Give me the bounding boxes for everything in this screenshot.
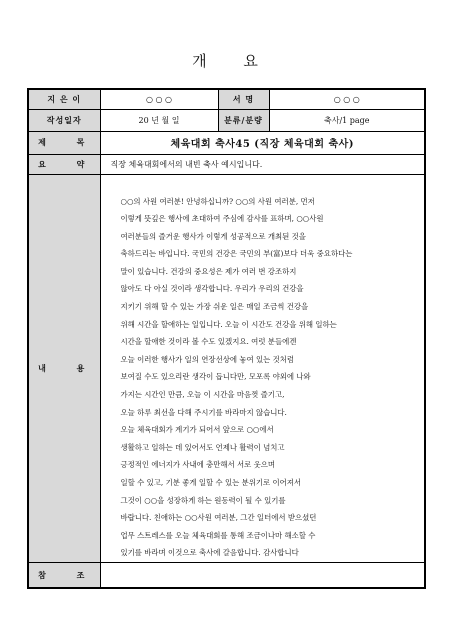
content-line: 말이 있습니다. 건강의 중요성은 제가 여러 번 강조하지	[120, 266, 297, 276]
content-line: 생활하고 일하는 데 있어서도 언제나 활력이 넘치고	[120, 442, 285, 452]
content-line: 업무 스트레스를 오늘 체육대회를 통해 조금이나마 해소할 수	[120, 530, 316, 540]
date-value: 20 년 월 일	[100, 109, 218, 131]
content-line: 여러분들의 즐거운 행사가 이렇게 성공적으로 개최된 것을	[120, 231, 306, 241]
summary-form-table	[27, 88, 426, 589]
content-line: 시간을 할애한 것이라 볼 수도 있겠지요. 여럿 분들에겐	[120, 337, 297, 347]
content-line: 위해 시간을 할애하는 일입니다. 오늘 이 시간도 건강을 위해 일하는	[120, 319, 337, 329]
author-value: ○ ○ ○	[100, 89, 218, 109]
page-title: 개 요	[192, 52, 258, 70]
date-label: 작성일자	[28, 109, 100, 131]
content-line: 긍정적인 에너지가 사내에 충만해서 서로 웃으며	[120, 460, 276, 470]
summary-label: 요 약	[28, 154, 100, 174]
signature-value: ○ ○ ○	[269, 89, 425, 109]
category-label: 분류/분량	[218, 109, 269, 131]
subject-label: 제 목	[28, 131, 100, 154]
content-line: 보여질 수도 있으리란 생각이 듭니다만, 모포록 야외에 나와	[120, 372, 311, 382]
content-body	[100, 174, 425, 562]
content-line: 그것이 ○○을 성장하게 하는 원동력이 될 수 있기를	[120, 495, 286, 505]
summary-row	[28, 154, 425, 174]
content-line: 바랍니다. 친애하는 ○○사원 여러분, 그간 일터에서 받으셨던	[120, 513, 317, 523]
content-line: 지키기 위해 할 수 있는 가장 쉬운 일은 매일 조금씩 건강을	[120, 302, 309, 312]
content-line: 가지는 시간인 만큼, 오늘 이 시간을 마음껏 즐기고,	[120, 390, 285, 400]
content-label: 내 용	[28, 174, 100, 562]
content-line: 오늘 이러한 행사가 일의 연장선상에 놓여 있는 것처럼	[120, 354, 295, 364]
subject-row	[28, 131, 425, 154]
subject-value: 체육대회 축사45 (직장 체육대회 축사)	[100, 131, 425, 154]
notes-label: 참 조	[28, 562, 100, 588]
author-row	[28, 89, 425, 109]
content-line: 일할 수 있고, 기분 좋게 일할 수 있는 분위기로 이어져서	[120, 478, 302, 487]
content-line: 이렇게 뜻깊은 행사에 초대하여 주심에 감사를 표하며, ○○사원	[120, 214, 324, 224]
content-line: 축하드리는 바입니다. 국민의 건강은 국민의 부(富)보다 더욱 중요하다는	[120, 249, 353, 259]
signature-label: 서 명	[218, 89, 269, 109]
content-line: ○○의 사원 여러분! 안녕하십니까? ○○의 사원 여러분, 먼저	[120, 196, 315, 206]
content-line: 오늘 체육대회가 계기가 되어서 앞으로 ○○에서	[120, 425, 274, 435]
content-line: 있기를 바라며 이것으로 축사에 갈음합니다. 감사합니다	[120, 548, 299, 558]
content-row	[28, 174, 425, 562]
author-label: 지 은 이	[28, 89, 100, 109]
date-row	[28, 109, 425, 131]
summary-value: 직장 체육대회에서의 내빈 축사 예시입니다.	[100, 154, 425, 174]
content-line: 않아도 다 아실 것이라 생각합니다. 우리가 우리의 건강을	[120, 284, 304, 294]
notes-value	[100, 562, 425, 588]
category-value: 축사/1 page	[269, 109, 425, 131]
notes-row	[28, 562, 425, 588]
content-line: 오늘 하루 최선을 다해 주시기를 바라마지 않습니다.	[120, 407, 287, 417]
